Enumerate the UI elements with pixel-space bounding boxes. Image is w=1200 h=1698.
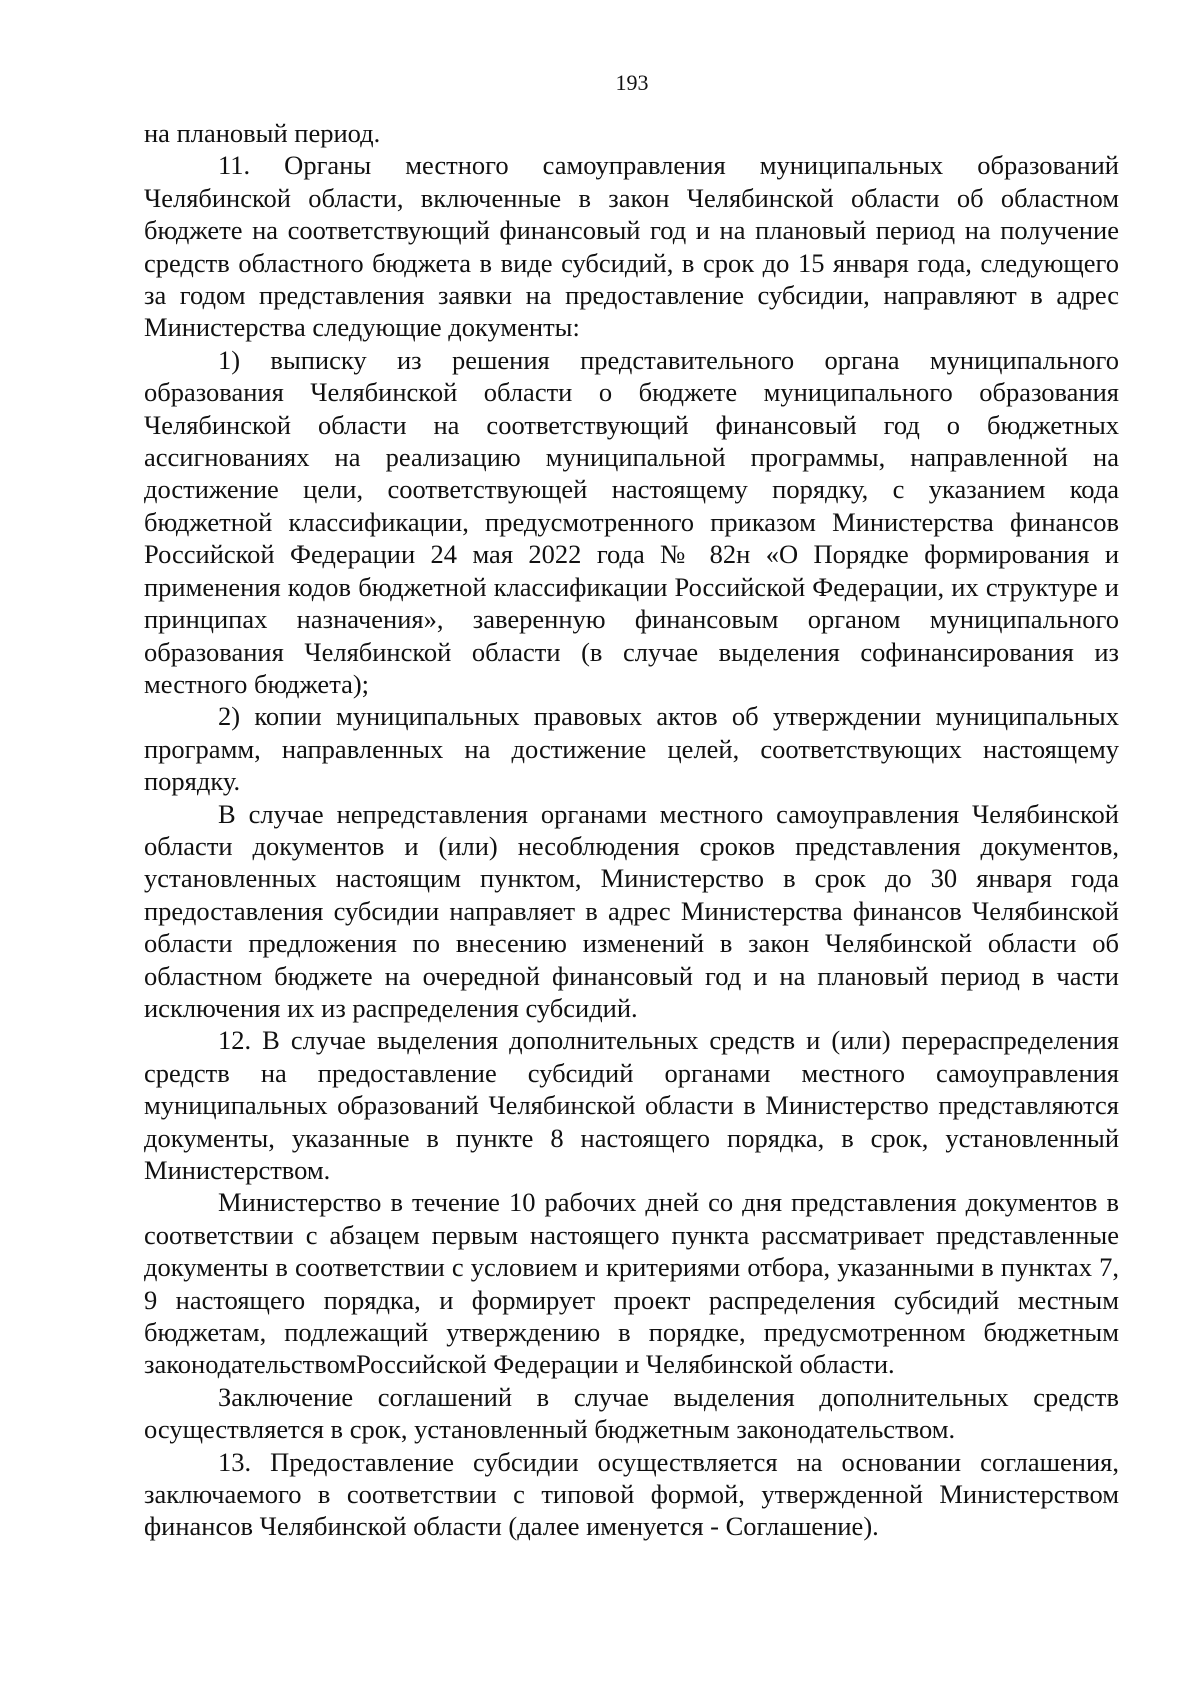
paragraph-continuation: на плановый период.	[144, 118, 381, 148]
paragraph-ministry-review: Министерство в течение 10 рабочих дней со дня представления документов в соответствии с абзацем первым настоящего пункта рассматривает представленные документы в соответствии с условием и критериями отбора, указанными в пунктах 7, 9 настоящего порядка, и формирует проект распределения субсидий местным бюджетам, подлежащий утверждению в порядке, предусмотренном бюджетным законодательствомРоссийской Федерации и Челябинской области.	[144, 1187, 1119, 1380]
document-body	[144, 117, 1119, 1543]
paragraph-item-12: 12. В случае выделения дополнительных средств и (или) перераспределения средств на предоставление субсидий органами местного самоуправления муниципальных образований Челябинской области в Министерство представляются документы, указанные в пункте 8 настоящего порядка, в срок, установленный Министерством.	[144, 1025, 1119, 1185]
paragraph-subitem-1: 1) выписку из решения представительного органа муниципального образования Челябинской области о бюджете муниципального образования Челябинской области на соответствующий финансовый год о бюджетных ассигнованиях на реализацию муниципальной программы, направленной на достижение цели, соответствующей настоящему порядку, с указанием кода бюджетной классификации, предусмотренного приказом Министерства финансов Российской Федерации 24 мая 2022 года № 82н «О Порядке формирования и применения кодов бюджетной классификации Российской Федерации, их структуре и принципах назначения», заверенную финансовым органом муниципального образования Челябинской области (в случае выделения софинансирования из местного бюджета);	[144, 344, 1119, 699]
paragraph-subitem-2: 2) копии муниципальных правовых актов об утверждении муниципальных программ, направленных на достижение целей, соответствующих настоящему порядку.	[144, 701, 1119, 797]
paragraph-item-11: 11. Органы местного самоуправления муниципальных образований Челябинской области, включенные в закон Челябинской области об областном бюджете на соответствующий финансовый год и на плановый период на получение средств областного бюджета в виде субсидий, в срок до 15 января года, следующего за годом представления заявки на предоставление субсидии, направляют в адрес Министерства следующие документы:	[144, 150, 1119, 343]
paragraph-agreements: Заключение соглашений в случае выделения дополнительных средств осуществляется в срок, установленный бюджетным законодательством.	[144, 1381, 1119, 1445]
page-number: 193	[615, 70, 649, 95]
paragraph-item-13: 13. Предоставление субсидии осуществляется на основании соглашения, заключаемого в соответствии с типовой формой, утвержденной Министерством финансов Челябинской области (далее именуется - Соглашение).	[144, 1446, 1119, 1542]
paragraph-non-submission: В случае непредставления органами местного самоуправления Челябинской области документов и (или) несоблюдения сроков представления документов, установленных настоящим пунктом, Министерство в срок до 30 января года предоставления субсидии направляет в адрес Министерства финансов Челябинской области предложения по внесению изменений в закон Челябинской области об областном бюджете на очередной финансовый год и на плановый период в части исключения их из распределения субсидий.	[144, 798, 1119, 1023]
